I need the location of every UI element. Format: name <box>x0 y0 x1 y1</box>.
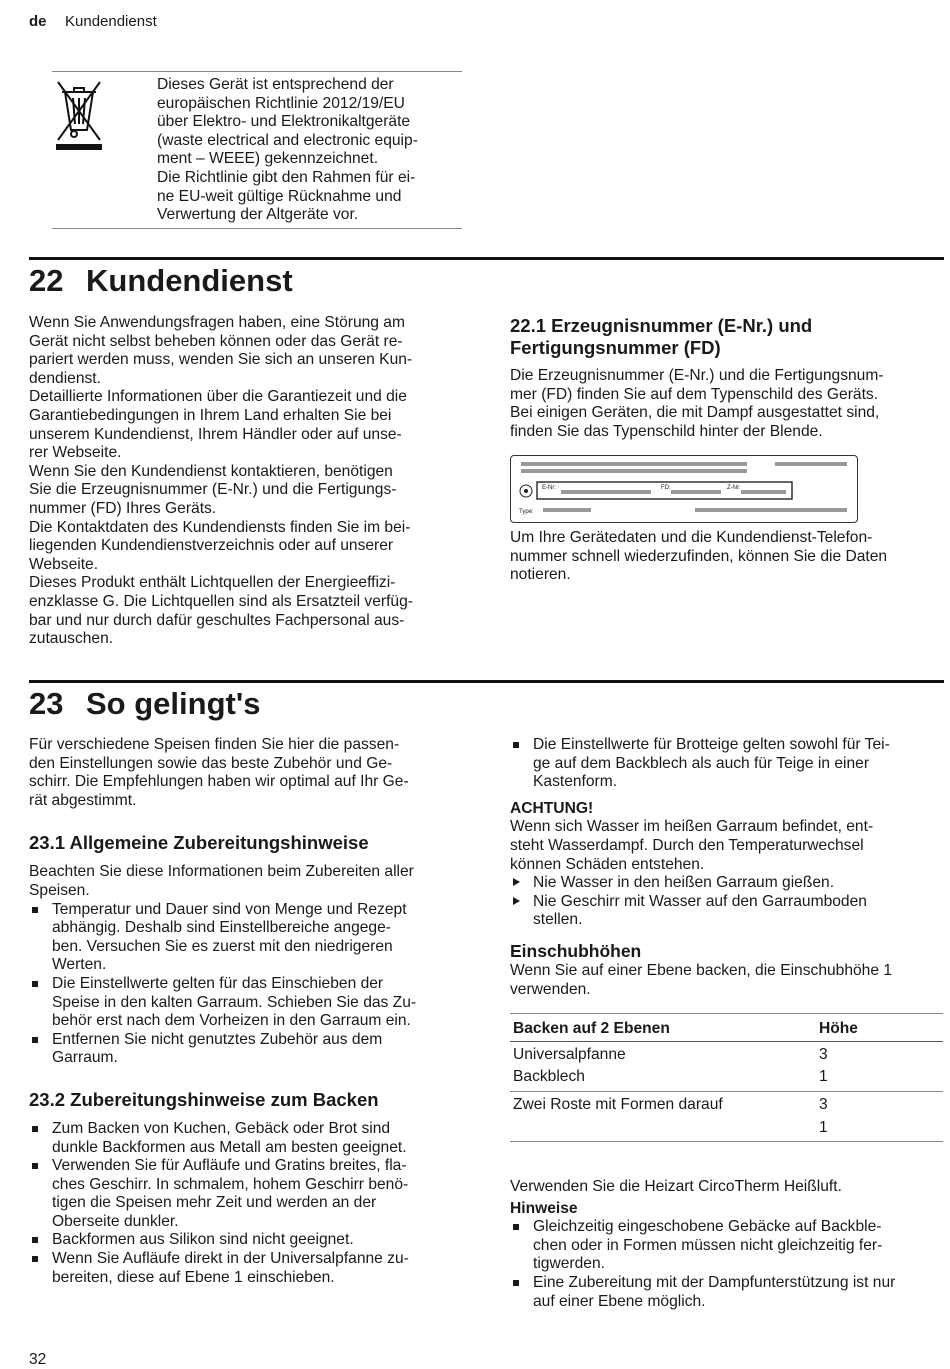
section-rule <box>29 257 944 260</box>
table-cell: Universalpfanne <box>513 1045 626 1063</box>
body-line: Garantiebedingungen in Ihrem Land erhalten Sie bei <box>29 406 392 424</box>
weee-line: Dieses Gerät ist entsprechend der <box>157 76 394 93</box>
body-line: Wenn Sie den Kundendienst kontaktieren, benötigen <box>29 462 393 480</box>
table-cell: 1 <box>816 1066 943 1091</box>
table-header: Backen auf 2 Ebenen <box>510 1014 816 1042</box>
body-line: enzklasse G. Die Lichtquellen sind als Ersatzteil verfüg- <box>29 592 413 610</box>
list-item <box>510 1274 944 1311</box>
list-item-line: chen oder in Formen müssen nicht gleichzeitig fer- <box>533 1236 883 1254</box>
body-line: nummer (FD) Ihres Geräts. <box>29 499 217 517</box>
body-line: rät abgestimmt. <box>29 791 137 809</box>
section-22-heading <box>29 263 293 299</box>
body-line: dendienst. <box>29 369 101 387</box>
subsection-title: 22.1 Erzeugnisnummer (E-Nr.) und <box>510 315 813 336</box>
section-title: Kundendienst <box>86 263 293 298</box>
list-item-line: behör erst nach dem Vorheizen in den Garraum ein. <box>52 1012 411 1030</box>
list-item-line: Zum Backen von Kuchen, Gebäck oder Brot sind <box>52 1119 391 1137</box>
warning-title: ACHTUNG! <box>510 799 594 817</box>
table-header: Höhe <box>816 1014 943 1042</box>
list-item-line: Nie Wasser in den heißen Garraum gießen. <box>533 874 835 892</box>
plate-label-enr: E-Nr: <box>542 485 556 491</box>
weee-line: über Elektro- und Elektronikaltgeräte <box>157 113 411 131</box>
list-item-line: tigen die Speisen mehr Zeit und werden an der <box>52 1194 377 1212</box>
weee-line: Verwertung der Altgeräte vor. <box>157 206 359 224</box>
weee-text <box>157 76 457 225</box>
body-line: liegenden Kundendienstverzeichnis oder auf unserer <box>29 537 394 555</box>
body-line: pariert werden muss, wenden Sie sich an unseren Kun- <box>29 351 413 369</box>
list-item <box>29 901 469 975</box>
list-item <box>29 1031 469 1068</box>
list-item-line: Temperatur und Dauer sind von Menge und Rezept <box>52 900 407 918</box>
plate-label-fd: FD: <box>661 485 671 491</box>
list-item <box>29 975 469 1031</box>
subsection-title: Fertigungsnummer (FD) <box>510 337 721 358</box>
table-row <box>510 1066 943 1091</box>
list-item-line: Garraum. <box>52 1049 118 1067</box>
plate-label-type: Type: <box>519 509 534 515</box>
body-line: Dieses Produkt enthält Lichtquellen der Energieeffizi- <box>29 574 396 592</box>
body-line: Wenn Sie auf einer Ebene backen, die Einschubhöhe 1 <box>510 961 893 979</box>
table-cell: Backblech <box>510 1066 816 1091</box>
body-line: schirr. Die Empfehlungen haben wir optimal auf Ihr Ge- <box>29 773 409 791</box>
body-line: Sie die Erzeugnisnummer (E-Nr.) und die Fertigungs- <box>29 481 397 499</box>
list-item-line: Die Einstellwerte gelten für das Einschieben der <box>52 974 384 992</box>
list-item-line: Wenn Sie Aufläufe direkt in der Universalpfanne zu- <box>52 1250 409 1268</box>
page-number: 32 <box>29 1351 47 1368</box>
list-item-line: tigwerden. <box>533 1255 605 1273</box>
subsection-23-1-title: 23.1 Allgemeine Zubereitungshinweise <box>29 832 369 854</box>
table-row <box>510 1117 943 1142</box>
bullet-square-icon <box>513 1224 519 1230</box>
body-line: den Einstellungen sowie das beste Zubehör und Ge- <box>29 754 393 772</box>
list-item-line: Werten. <box>52 956 107 974</box>
list-item-line: ge auf dem Backblech als auch für Teige in einer <box>533 754 870 772</box>
body-line: können Schäden entstehen. <box>510 855 705 873</box>
weee-line: (waste electrical and electronic equip- <box>157 131 418 149</box>
weee-line: ne EU-weit gültige Rücknahme und <box>157 187 402 205</box>
table-cell <box>510 1117 816 1142</box>
table-cell: 3 <box>819 1095 828 1113</box>
subsection-22-1-note <box>510 529 944 585</box>
list-item-line: ches Geschirr. In schmalem, hohem Geschirr benö- <box>52 1175 409 1193</box>
action-item <box>510 874 944 893</box>
bullet-square-icon <box>513 1280 519 1286</box>
weee-notice <box>52 71 462 229</box>
bullet-square-icon <box>513 742 519 748</box>
body-line: Wenn Sie Anwendungsfragen haben, eine Störung am <box>29 314 405 331</box>
bullet-list <box>510 1218 944 1311</box>
list-item <box>29 1250 469 1287</box>
section-23-left <box>29 736 469 1287</box>
bullet-list <box>29 1120 469 1287</box>
body-line: Detaillierte Informationen über die Garantiezeit und die <box>29 388 407 406</box>
table-cell: 3 <box>819 1045 828 1063</box>
einschub-title: Einschubhöhen <box>510 940 642 961</box>
body-line: finden Sie das Typenschild hinter der Blende. <box>510 422 823 440</box>
weee-line: europäischen Richtlinie 2012/19/EU <box>157 94 405 112</box>
body-line: rer Webseite. <box>29 444 122 462</box>
plate-label-znr: Z-Nr: <box>727 485 741 491</box>
list-item <box>29 1231 469 1250</box>
list-item-line: Nie Geschirr mit Wasser auf den Garraumboden <box>533 892 867 910</box>
body-line: unserem Kundendienst, Ihrem Händler oder auf unse- <box>29 425 402 443</box>
body-line: Die Erzeugnisnummer (E-Nr.) und die Fertigungsnum- <box>510 367 884 384</box>
table-header-row <box>510 1014 943 1042</box>
subsection-23-2-title: 23.2 Zubereitungshinweise zum Backen <box>29 1088 379 1110</box>
hinweise-title: Hinweise <box>510 1199 578 1217</box>
list-item-line: Die Einstellwerte für Brotteige gelten sowohl für Tei- <box>533 736 890 753</box>
body-line: zutauschen. <box>29 630 114 648</box>
subsection-22-1 <box>510 315 944 441</box>
body-line: Speisen. <box>29 881 90 899</box>
list-item-line: Backformen aus Silikon sind nicht geeignet. <box>52 1231 354 1249</box>
bullet-square-icon <box>32 907 38 913</box>
body-line: Verwenden Sie die Heizart CircoTherm Heißluft. <box>510 1178 842 1196</box>
bullet-square-icon <box>32 1237 38 1243</box>
body-line: Für verschiedene Speisen finden Sie hier die passen- <box>29 736 400 753</box>
table-cell: Zwei Roste mit Formen darauf <box>513 1095 723 1113</box>
body-line: Bei einigen Geräten, die mit Dampf ausgestattet sind, <box>510 404 880 422</box>
table-row <box>510 1091 943 1116</box>
section-rule <box>29 680 944 683</box>
list-item-line: Eine Zubereitung mit der Dampfunterstützung ist nur <box>533 1274 896 1292</box>
bullet-list <box>29 901 469 1068</box>
list-item <box>510 736 944 792</box>
list-item-line: Kastenform. <box>533 773 618 791</box>
bullet-list <box>510 736 944 792</box>
list-item <box>29 1120 469 1157</box>
body-line: Um Ihre Gerätedaten und die Kundendienst-Telefon- <box>510 529 873 546</box>
list-item <box>29 1157 469 1231</box>
section-23-right <box>510 736 944 1311</box>
body-line: steht Wasserdampf. Durch den Temperaturwechsel <box>510 836 864 854</box>
list-item-line: bereiten, diese auf Ebene 1 einschieben. <box>52 1268 335 1286</box>
table-cell: 1 <box>816 1117 943 1142</box>
weee-line: Die Richtlinie gibt den Rahmen für ei- <box>157 168 416 186</box>
arrow-right-icon <box>513 897 520 905</box>
section-title: So gelingt's <box>86 686 261 721</box>
body-line: Webseite. <box>29 555 99 573</box>
list-item-line: auf einer Ebene möglich. <box>533 1292 706 1310</box>
body-line: Gerät nicht selbst beheben können oder das Gerät re- <box>29 332 403 350</box>
bullet-square-icon <box>32 981 38 987</box>
crossed-out-wheelie-bin-icon <box>54 78 104 150</box>
action-list <box>510 874 944 930</box>
list-item-line: abhängig. Deshalb sind Einstellbereiche angege- <box>52 919 391 937</box>
bullet-square-icon <box>32 1163 38 1169</box>
list-item-line: Verwenden Sie für Aufläufe und Gratins breites, fla- <box>52 1157 407 1175</box>
body-line: Beachten Sie diese Informationen beim Zubereiten aller <box>29 863 414 881</box>
body-line: bar und nur durch dafür geschultes Fachpersonal aus- <box>29 611 405 629</box>
body-line: Die Kontaktdaten des Kundendiensts finden Sie im bei- <box>29 518 411 536</box>
list-item <box>510 1218 944 1274</box>
header-language: de <box>29 13 47 30</box>
section-22-body <box>29 314 469 649</box>
body-line: verwenden. <box>510 980 591 998</box>
list-item-line: Oberseite dunkler. <box>52 1212 179 1230</box>
list-item-line: Gleichzeitig eingeschobene Gebäcke auf Backble- <box>533 1218 882 1236</box>
list-item-line: Entfernen Sie nicht genutztes Zubehör aus dem <box>52 1030 383 1048</box>
list-item-line: ben. Versuchen Sie es zuerst mit den niedrigeren <box>52 937 393 955</box>
list-item-line: Speise in den kalten Garraum. Schieben Sie das Zu- <box>52 993 417 1011</box>
list-item-line: dunkle Backformen aus Metall am besten geeignet. <box>52 1138 407 1156</box>
list-item-line: stellen. <box>533 911 583 929</box>
einschub-table <box>510 1013 943 1142</box>
type-plate-drawing <box>511 456 857 522</box>
section-23-heading <box>29 686 260 722</box>
action-item <box>510 893 944 930</box>
bullet-square-icon <box>32 1126 38 1132</box>
bullet-square-icon <box>32 1256 38 1262</box>
header-title: Kundendienst <box>65 13 157 30</box>
body-line: notieren. <box>510 566 571 584</box>
body-line: nummer schnell wiederzufinden, können Sie die Daten <box>510 547 888 565</box>
body-line: Wenn sich Wasser im heißen Garraum befindet, ent- <box>510 818 874 836</box>
section-number: 22 <box>29 263 64 298</box>
bullet-square-icon <box>32 1037 38 1043</box>
arrow-right-icon <box>513 878 520 886</box>
type-plate-illustration <box>510 455 858 523</box>
weee-line: ment – WEEE) gekennzeichnet. <box>157 150 379 168</box>
section-number: 23 <box>29 686 64 721</box>
body-line: mer (FD) finden Sie auf dem Typenschild des Geräts. <box>510 385 879 403</box>
table-row <box>510 1041 943 1066</box>
